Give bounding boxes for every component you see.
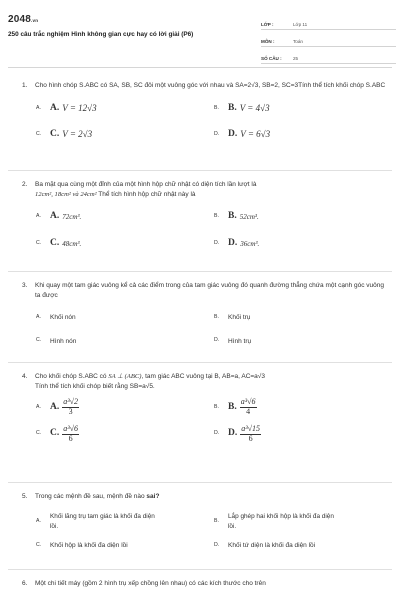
question-text-line: Cho khối chóp S.ABC có <box>35 373 107 380</box>
option-fraction <box>240 425 261 444</box>
option-d[interactable] <box>214 425 392 444</box>
options <box>36 398 392 443</box>
option-letter: D. <box>214 130 220 137</box>
option-value: Hình trụ <box>228 337 252 345</box>
logo-main: 2048 <box>8 14 32 25</box>
option-letter: D. <box>214 430 220 437</box>
option-letter: B. <box>214 518 219 525</box>
fraction-numerator: a³√15 <box>241 423 261 433</box>
option-c[interactable] <box>36 425 214 444</box>
options <box>36 210 392 251</box>
option-letter: B. <box>214 105 219 112</box>
option-fraction <box>62 425 79 444</box>
option-c[interactable] <box>36 128 214 142</box>
option-value: Hình nón <box>50 337 77 345</box>
option-fraction <box>240 398 257 417</box>
meta-subject-row <box>261 34 396 47</box>
question-text <box>35 180 392 200</box>
option-prefix: D. <box>228 128 238 139</box>
fraction-numerator: a³√6 <box>63 423 79 433</box>
question-math: 12cm², 18cm² và 24cm² <box>35 191 97 199</box>
option-d[interactable] <box>214 541 392 550</box>
option-letter: B. <box>214 403 219 410</box>
option-value: Lắp ghép hai khối hộp là khối đa diện lồi. <box>228 513 334 530</box>
options <box>36 512 392 550</box>
option-prefix: C. <box>50 238 60 249</box>
option-d[interactable] <box>214 237 392 251</box>
fraction-numerator: a³√6 <box>240 397 256 407</box>
option-prefix: B. <box>228 103 237 114</box>
question-text-line: Thể tích hình hộp chữ nhật này là <box>96 191 196 199</box>
question-2 <box>8 171 392 272</box>
count-label: SỐ CÂU : <box>261 56 282 62</box>
option-a[interactable] <box>36 398 214 417</box>
option-value: 52cm³. <box>239 213 259 222</box>
meta-block <box>261 17 396 68</box>
option-letter: C. <box>36 240 42 247</box>
option-prefix: D. <box>228 238 238 249</box>
fraction-denominator: 3 <box>68 407 73 417</box>
option-b[interactable] <box>214 512 392 532</box>
question-number: 2. <box>22 181 28 188</box>
option-value: 36cm³. <box>240 239 260 248</box>
option-letter: D. <box>214 337 220 344</box>
question-6 <box>8 570 392 600</box>
options <box>36 102 392 142</box>
option-value: V = 6√3 <box>240 129 271 140</box>
subject-label: MÔN : <box>261 39 275 45</box>
option-letter: A. <box>36 403 41 410</box>
question-text-line: Ba mặt qua cùng một đỉnh của một hình hộp chữ nhật có diện tích lần lượt là <box>35 181 257 188</box>
option-d[interactable] <box>214 128 392 142</box>
option-value: Khối tứ diện là khối đa diện lồi <box>228 541 316 549</box>
option-letter: A. <box>36 314 41 321</box>
count-value: 25 <box>293 56 299 62</box>
option-value: V = 12√3 <box>62 103 97 114</box>
class-label: LỚP : <box>261 22 274 28</box>
document-header <box>8 0 392 68</box>
option-prefix: D. <box>228 428 238 439</box>
meta-class-row <box>261 17 396 30</box>
option-letter: C. <box>36 430 42 437</box>
option-d[interactable] <box>214 337 392 346</box>
fraction-denominator: 6 <box>248 433 253 443</box>
meta-count-row <box>261 51 396 64</box>
question-number: 3. <box>22 282 28 289</box>
option-letter: A. <box>36 105 41 112</box>
question-emphasis: sai? <box>146 493 160 500</box>
question-number: 1. <box>22 82 28 89</box>
option-b[interactable] <box>214 210 392 224</box>
option-value: 72cm³. <box>62 213 82 222</box>
option-c[interactable] <box>36 237 214 251</box>
question-text-line: , tam giác ABC vuông tại B, AB=a, AC=a√3 <box>141 373 265 380</box>
option-value: 48cm³. <box>62 239 82 248</box>
question-number: 5. <box>22 493 28 500</box>
option-letter: C. <box>36 541 42 548</box>
question-list <box>8 72 392 600</box>
logo-sub: .vn <box>31 18 39 23</box>
option-prefix: A. <box>50 103 60 114</box>
option-b[interactable] <box>214 313 392 322</box>
option-value: Khối lăng trụ tam giác là khối đa diện lồi. <box>50 513 155 530</box>
question-math: SA ⊥ (ABC) <box>108 373 142 380</box>
option-letter: B. <box>214 314 219 321</box>
option-prefix: C. <box>50 428 60 439</box>
question-text: Cho hình chóp S.ABC có SA, SB, SC đôi một vuông góc với nhau và SA=2√3, SB=2, SC=3Tính thể tích khối chóp S.ABC <box>35 82 386 89</box>
option-b[interactable] <box>214 398 392 417</box>
fraction-numerator: a³√2 <box>63 397 79 407</box>
question-text: Một chi tiết máy (gồm 2 hình trụ xếp chồng lên nhau) có các kích thước cho trên <box>35 580 266 587</box>
question-text-line: Tính thể tích khối chóp biết rằng SB=a√5. <box>35 383 155 391</box>
option-value: V = 4√3 <box>239 103 270 114</box>
option-letter: C. <box>36 337 42 344</box>
option-prefix: A. <box>50 211 60 222</box>
option-letter: A. <box>36 518 41 525</box>
question-1 <box>8 72 392 171</box>
fraction-denominator: 6 <box>68 433 73 443</box>
option-value: Khối nón <box>50 314 76 322</box>
option-b[interactable] <box>214 102 392 116</box>
fraction-denominator: 4 <box>246 407 251 417</box>
question-text <box>35 372 392 392</box>
subject-value: Toán <box>293 39 303 45</box>
option-fraction <box>62 398 79 417</box>
option-letter: B. <box>214 213 219 220</box>
option-value: Khối trụ <box>228 314 251 322</box>
option-value: Khối hộp là khối đa diện lồi <box>50 541 128 549</box>
question-text: Khi quay một tam giác vuông kể cả các điểm trong của tam giác vuông đó quanh đường thẳng chứa một cạnh góc vuông ta được <box>35 282 385 300</box>
option-prefix: C. <box>50 128 60 139</box>
logo <box>8 13 38 28</box>
option-c[interactable] <box>36 337 214 346</box>
options <box>36 313 392 346</box>
option-letter: D. <box>214 541 220 548</box>
option-letter: A. <box>36 213 41 220</box>
question-number: 4. <box>22 373 28 380</box>
question-4 <box>8 363 392 483</box>
option-prefix: A. <box>50 401 60 412</box>
question-5 <box>8 483 392 570</box>
option-letter: D. <box>214 240 220 247</box>
option-a[interactable] <box>36 102 214 116</box>
option-a[interactable] <box>36 313 214 322</box>
class-value: Lớp 11 <box>293 22 308 28</box>
option-letter: C. <box>36 130 42 137</box>
option-value: V = 2√3 <box>62 129 93 140</box>
question-text <box>35 492 392 502</box>
option-prefix: B. <box>228 211 237 222</box>
option-a[interactable] <box>36 512 214 532</box>
option-c[interactable] <box>36 541 214 550</box>
option-prefix: B. <box>228 401 237 412</box>
document-title: 250 câu trắc nghiệm Hình không gian cực hay có lời giải (P6) <box>8 31 194 38</box>
question-text-line: Trong các mệnh đề sau, mệnh đề nào <box>35 493 147 500</box>
question-3 <box>8 272 392 363</box>
option-a[interactable] <box>36 210 214 224</box>
question-number: 6. <box>22 580 28 587</box>
